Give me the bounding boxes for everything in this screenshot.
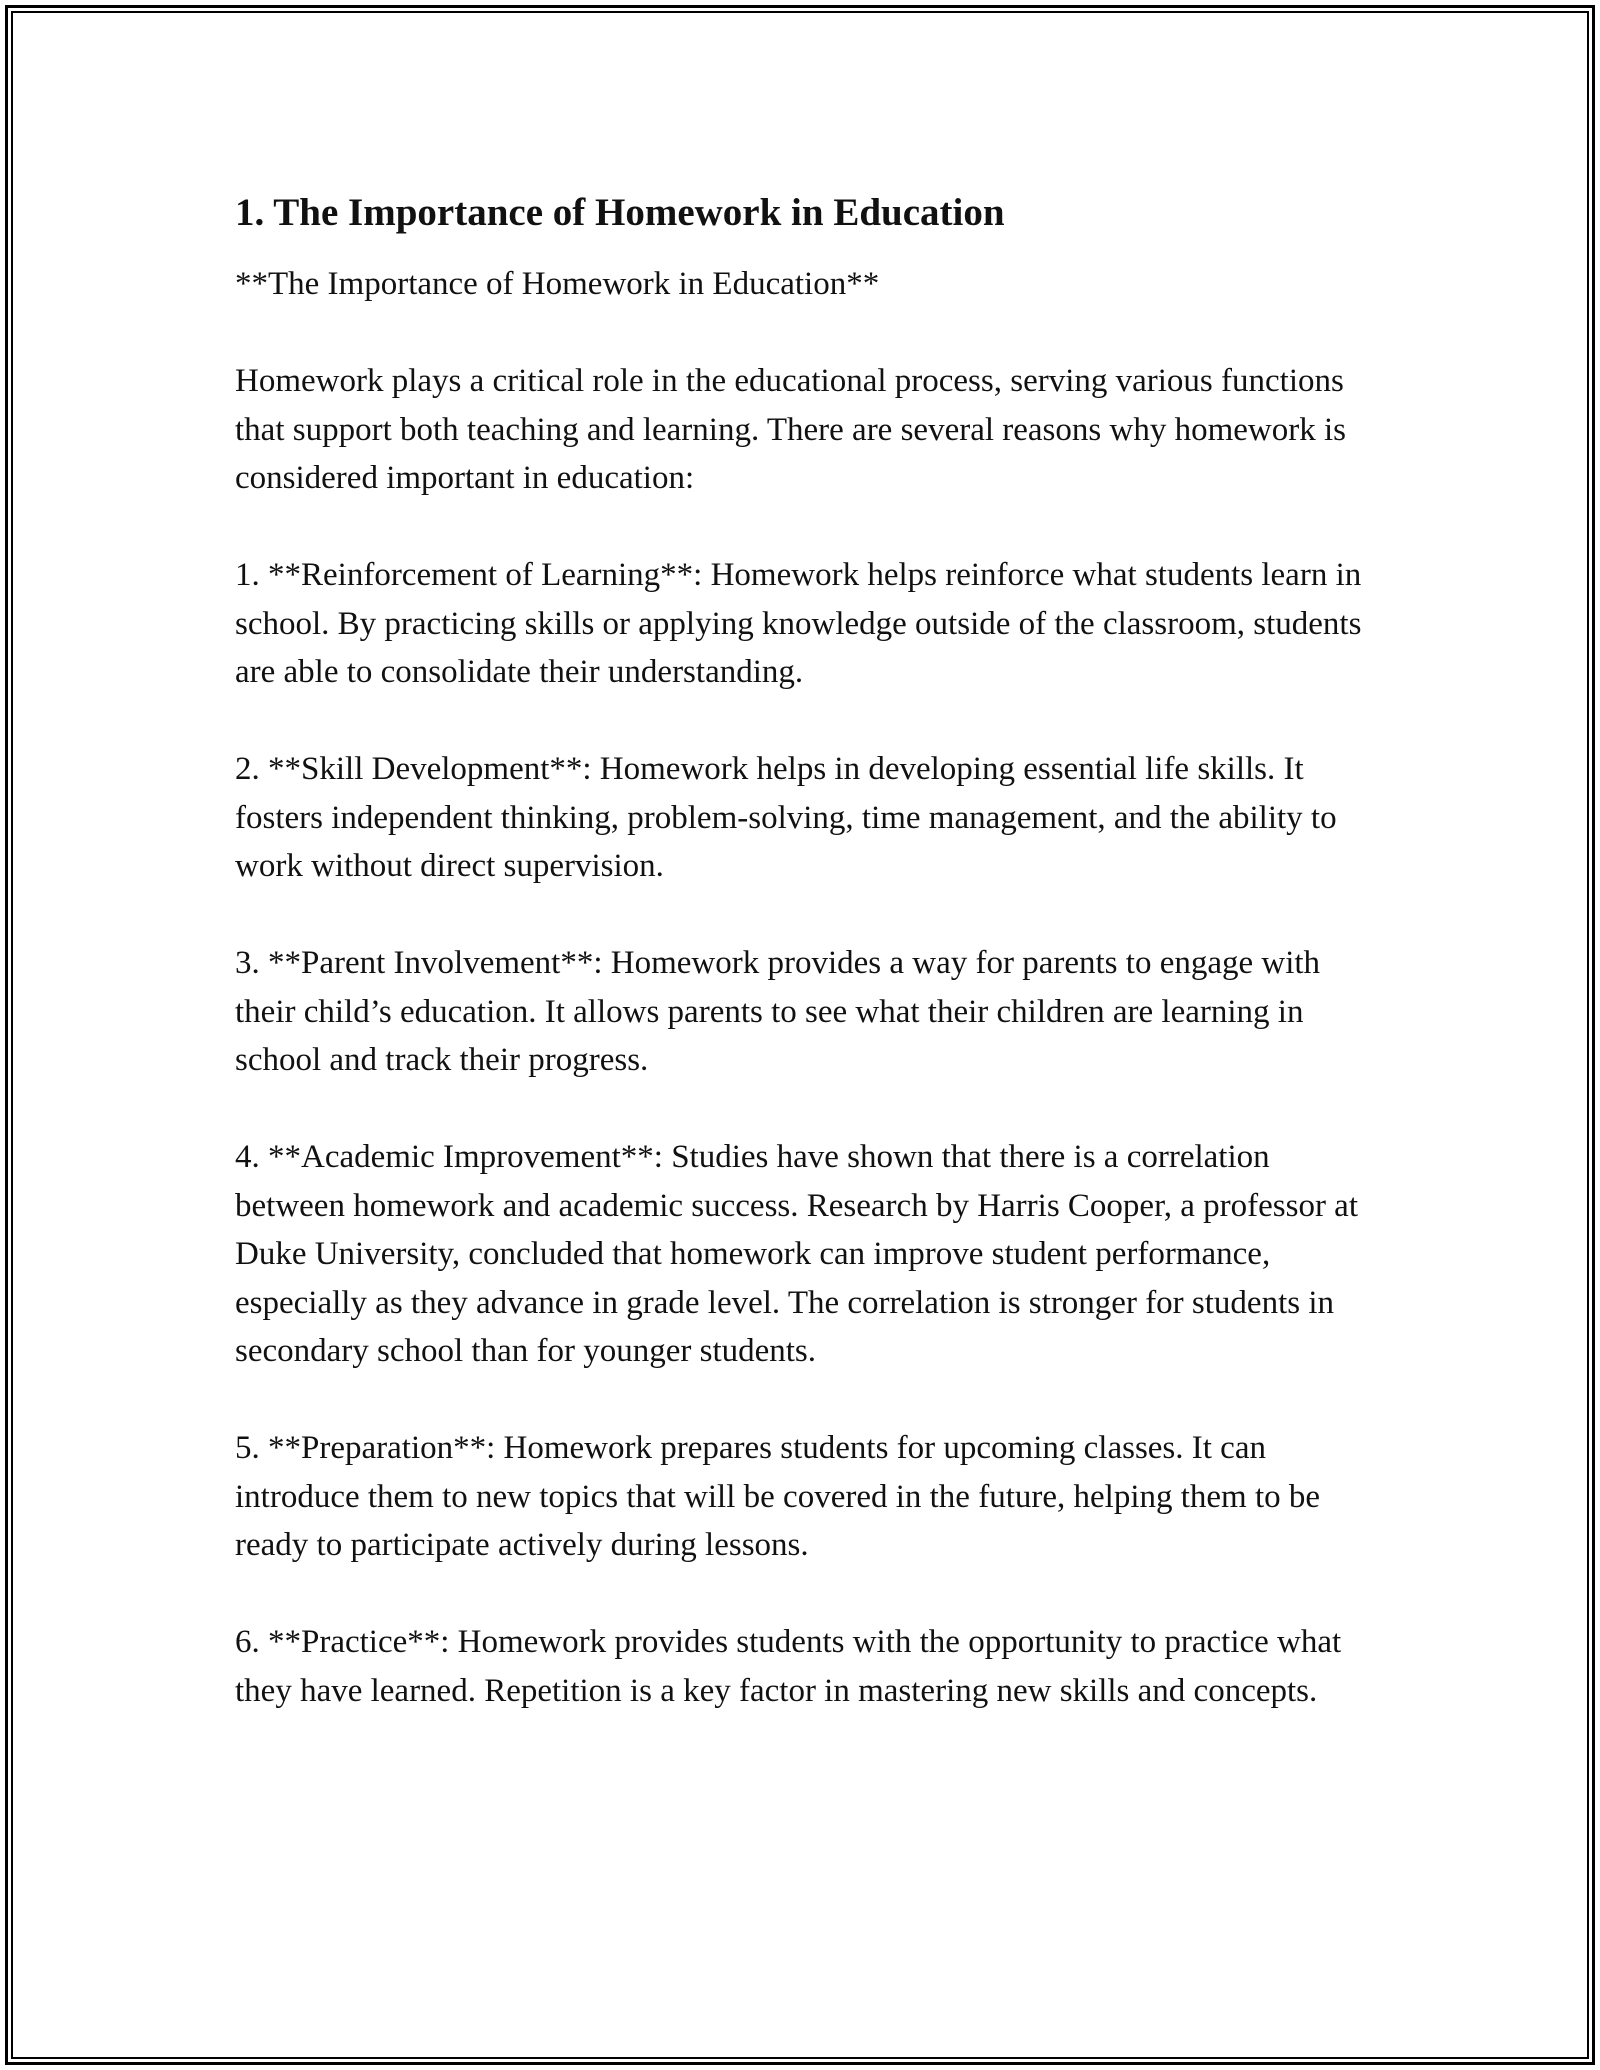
point-skill-development: 2. **Skill Development**: Homework helps in developing essential life skills. It fosters independent thinking, problem-solving, time management, and the ability to work without direct supervision.: [235, 751, 1337, 884]
point-academic-improvement: 4. **Academic Improvement**: Studies have shown that there is a correlation between homework and academic success. Research by Harris Cooper, a professor at Duke University, concluded that homework can improve student performance, especially as they advance in grade level. The correlation is stronger for students in secondary school than for younger students.: [235, 1139, 1358, 1369]
point-preparation: 5. **Preparation**: Homework prepares students for upcoming classes. It can introduce them to new topics that will be covered in the future, helping them to be ready to participate actively during lessons.: [235, 1430, 1321, 1563]
point-parent-involvement: 3. **Parent Involvement**: Homework provides a way for parents to engage with their child’s education. It allows parents to see what their children are learning in school and track their progress.: [235, 945, 1321, 1078]
document-heading: 1. The Importance of Homework in Education: [235, 191, 1005, 234]
point-reinforcement-of-learning: 1. **Reinforcement of Learning**: Homework helps reinforce what students learn in school. By practicing skills or applying knowledge outside of the classroom, students are able to consolidate their understanding.: [235, 557, 1362, 690]
intro-paragraph: Homework plays a critical role in the educational process, serving various functions that support both teaching and learning. There are several reasons why homework is considered important in education:: [235, 363, 1346, 496]
document-subtitle: **The Importance of Homework in Education**: [235, 266, 880, 302]
point-practice: 6. **Practice**: Homework provides students with the opportunity to practice what they have learned. Repetition is a key factor in mastering new skills and concepts.: [235, 1624, 1342, 1709]
document-body: [235, 190, 1385, 1764]
